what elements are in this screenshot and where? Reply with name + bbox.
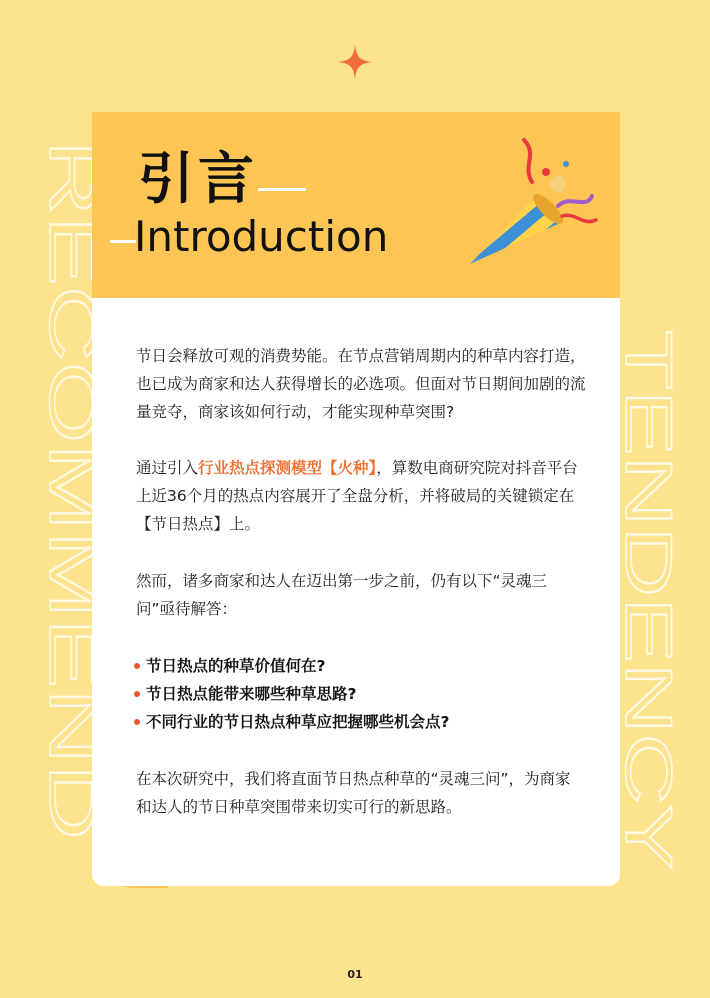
- paragraph-4-text: 在本次研究中，我们将直面节日热点种草的“灵魂三问”，为商家和达人的节日种草突围带来切实可行的新思路。: [136, 770, 571, 816]
- question-list: [134, 652, 594, 736]
- paragraph-2-after: ，算数电商研究院对抖音平台上近36个月的热点内容展开了全盘分析，并将破局的关键锁定在【节日热点】上。: [136, 459, 578, 533]
- watermark-right-text: TENDENCY: [612, 330, 686, 694]
- list-item: [134, 708, 594, 736]
- paragraph-2-text: [136, 454, 586, 538]
- paragraph-1-text: 节日会释放可观的消费势能。在节点营销周期内的种草内容打造，也已成为商家和达人获得增长的必选项。但面对节日期间加剧的流量竞夺，商家该如何行动，才能实现种草突围?: [136, 347, 586, 421]
- paragraph-3-text: 然而，诸多商家和达人在迈出第一步之前，仍有以下“灵魂三问”亟待解答：: [136, 572, 548, 618]
- intro-card: [92, 112, 620, 886]
- paragraph-2: [136, 454, 586, 538]
- card-header: [92, 112, 620, 298]
- title-chinese: 引言: [138, 147, 258, 212]
- paragraph-4: [136, 765, 586, 821]
- title-english: Introduction: [134, 212, 389, 261]
- watermark-right: [612, 330, 686, 870]
- title-leading-line-decoration: [110, 240, 136, 243]
- list-item: [134, 652, 594, 680]
- paragraph-1: [136, 342, 586, 426]
- highlight-model-name: 行业热点探测模型【火种】: [198, 459, 377, 477]
- list-item-text: 不同行业的节日热点种草应把握哪些机会点?: [146, 713, 450, 731]
- list-item-text: 节日热点的种草价值何在?: [146, 657, 326, 675]
- page-number: 01: [347, 968, 363, 981]
- list-item-text: 节日热点能带来哪些种草思路?: [146, 685, 357, 703]
- watermark-left-text: RECOMMEND: [35, 140, 111, 594]
- bullet-dot-icon: [134, 719, 140, 725]
- paragraph-2-before: 通过引入: [136, 459, 199, 477]
- bullet-dot-icon: [134, 691, 140, 697]
- list-item: [134, 680, 594, 708]
- paragraph-3: [136, 567, 586, 623]
- sparkle-icon: [337, 44, 373, 80]
- bullet-dot-icon: [134, 663, 140, 669]
- title-underline-decoration: [258, 188, 306, 191]
- party-popper-icon: [462, 136, 602, 276]
